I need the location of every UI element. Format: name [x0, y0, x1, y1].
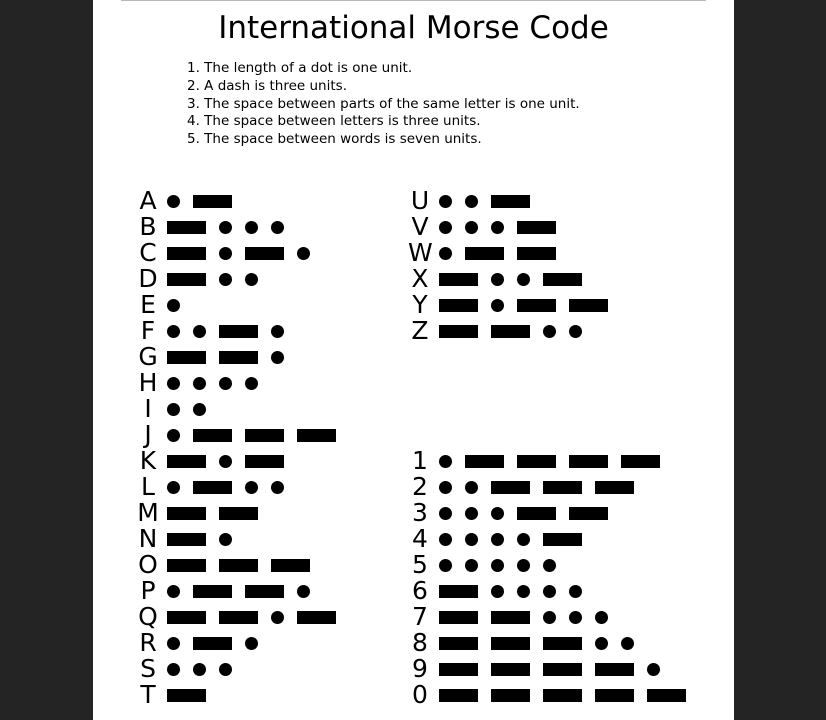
dot-mark [595, 611, 608, 624]
dot-mark [193, 663, 206, 676]
rule-item: 1. The length of a dot is one unit. [187, 60, 413, 76]
dot-mark [219, 377, 232, 390]
morse-character: I [144, 394, 152, 423]
morse-character: 9 [412, 654, 428, 683]
morse-character: N [138, 524, 158, 553]
dot-mark [439, 559, 452, 572]
dot-mark [491, 533, 504, 546]
morse-character: 7 [412, 602, 428, 631]
dash-mark [439, 299, 478, 312]
dash-mark [219, 507, 258, 520]
dot-mark [439, 455, 452, 468]
dot-mark [491, 585, 504, 598]
dash-mark [517, 507, 556, 520]
dash-mark [167, 559, 206, 572]
dot-mark [491, 299, 504, 312]
dot-mark [219, 273, 232, 286]
dot-mark [167, 325, 180, 338]
dot-mark [595, 637, 608, 650]
dot-mark [193, 403, 206, 416]
dot-mark [439, 195, 452, 208]
dot-mark [167, 377, 180, 390]
morse-character: M [137, 498, 159, 527]
morse-character: C [139, 238, 157, 267]
dash-mark [517, 299, 556, 312]
dot-mark [439, 221, 452, 234]
dot-mark [517, 533, 530, 546]
morse-character: V [411, 212, 429, 241]
dash-mark [543, 533, 582, 546]
dot-mark [167, 429, 180, 442]
dash-mark [491, 689, 530, 702]
dash-mark [491, 637, 530, 650]
dash-mark [491, 481, 530, 494]
dot-mark [245, 481, 258, 494]
dot-mark [439, 481, 452, 494]
dot-mark [219, 455, 232, 468]
dash-mark [193, 481, 232, 494]
dash-mark [465, 455, 504, 468]
dot-mark [245, 377, 258, 390]
morse-character: Z [411, 316, 429, 345]
dot-mark [543, 559, 556, 572]
dash-mark [167, 273, 206, 286]
morse-character: 3 [412, 498, 428, 527]
dash-mark [439, 325, 478, 338]
dash-mark [439, 637, 478, 650]
morse-character: 8 [412, 628, 428, 657]
dash-mark [465, 247, 504, 260]
dash-mark [167, 455, 206, 468]
dot-mark [647, 663, 660, 676]
dot-mark [167, 195, 180, 208]
morse-character: 4 [412, 524, 428, 553]
dash-mark [491, 663, 530, 676]
dash-mark [439, 663, 478, 676]
morse-character: 5 [412, 550, 428, 579]
morse-character: E [140, 290, 156, 319]
morse-character: 6 [412, 576, 428, 605]
rule-item: 3. The space between parts of the same letter is one unit. [187, 95, 580, 112]
dash-mark [439, 273, 478, 286]
morse-character: F [140, 316, 156, 345]
rule-item: 5. The space between words is seven units. [187, 131, 482, 148]
dash-mark [517, 247, 556, 260]
dash-mark [543, 481, 582, 494]
dash-mark [245, 455, 284, 468]
morse-character: Y [412, 290, 428, 319]
dot-mark [621, 637, 634, 650]
dot-mark [517, 559, 530, 572]
page-title: International Morse Code [218, 10, 609, 46]
rule-item: 4. The space between letters is three units. [187, 113, 481, 130]
dash-mark [167, 221, 206, 234]
dot-mark [219, 533, 232, 546]
dash-mark [569, 507, 608, 520]
dot-mark [465, 559, 478, 572]
dot-mark [167, 299, 180, 312]
dot-mark [569, 585, 582, 598]
morse-character: U [410, 186, 430, 215]
morse-character: 2 [412, 472, 428, 501]
dash-mark [439, 611, 478, 624]
dot-mark [465, 195, 478, 208]
dash-mark [193, 637, 232, 650]
dash-mark [193, 429, 232, 442]
dash-mark [193, 195, 232, 208]
dash-mark [219, 611, 258, 624]
dot-mark [167, 481, 180, 494]
dot-mark [439, 507, 452, 520]
dash-mark [595, 481, 634, 494]
dash-mark [219, 559, 258, 572]
dot-mark [167, 403, 180, 416]
dot-mark [245, 273, 258, 286]
dot-mark [543, 325, 556, 338]
dash-mark [167, 351, 206, 364]
dot-mark [167, 637, 180, 650]
dot-mark [271, 481, 284, 494]
morse-character: J [144, 420, 152, 449]
dash-mark [167, 247, 206, 260]
dot-mark [491, 273, 504, 286]
dash-mark [297, 611, 336, 624]
dash-mark [543, 663, 582, 676]
dot-mark [219, 663, 232, 676]
dot-mark [271, 221, 284, 234]
rules-list [187, 60, 580, 149]
dash-mark [517, 221, 556, 234]
morse-character: Q [138, 602, 158, 631]
morse-character: X [411, 264, 429, 293]
dash-mark [491, 195, 530, 208]
dot-mark [167, 663, 180, 676]
dot-mark [543, 585, 556, 598]
dash-mark [219, 325, 258, 338]
dash-mark [595, 689, 634, 702]
dash-mark [569, 455, 608, 468]
morse-character: A [139, 186, 157, 215]
dash-mark [219, 351, 258, 364]
dot-mark [439, 247, 452, 260]
morse-character: S [140, 654, 156, 683]
dot-mark [439, 533, 452, 546]
dash-mark [647, 689, 686, 702]
dash-mark [167, 689, 206, 702]
dot-mark [491, 507, 504, 520]
dot-mark [491, 221, 504, 234]
dot-mark [297, 247, 310, 260]
dot-mark [569, 611, 582, 624]
morse-character: R [139, 628, 157, 657]
morse-character: 1 [412, 446, 428, 475]
dot-mark [271, 611, 284, 624]
dot-mark [167, 585, 180, 598]
rule-item: 2. A dash is three units. [187, 77, 347, 94]
morse-character: D [138, 264, 158, 293]
dash-mark [569, 299, 608, 312]
morse-character: P [140, 576, 156, 605]
dash-mark [439, 585, 478, 598]
top-divider [121, 0, 706, 1]
dot-mark [465, 221, 478, 234]
dot-mark [465, 533, 478, 546]
dot-mark [245, 221, 258, 234]
dot-mark [193, 377, 206, 390]
dot-mark [271, 351, 284, 364]
dash-mark [245, 585, 284, 598]
dash-mark [491, 325, 530, 338]
dash-mark [193, 585, 232, 598]
morse-character: K [139, 446, 157, 475]
dot-mark [465, 481, 478, 494]
dot-mark [517, 585, 530, 598]
dot-mark [271, 325, 284, 338]
dot-mark [465, 507, 478, 520]
dash-mark [167, 611, 206, 624]
morse-character: 0 [412, 680, 428, 709]
dot-mark [491, 559, 504, 572]
morse-character: L [141, 472, 155, 501]
dot-mark [245, 637, 258, 650]
dash-mark [491, 611, 530, 624]
dash-mark [439, 689, 478, 702]
dash-mark [297, 429, 336, 442]
dash-mark [517, 455, 556, 468]
dash-mark [271, 559, 310, 572]
dot-mark [517, 273, 530, 286]
dash-mark [245, 247, 284, 260]
dot-mark [569, 325, 582, 338]
dash-mark [543, 273, 582, 286]
morse-character: B [139, 212, 157, 241]
dot-mark [543, 611, 556, 624]
morse-character: W [408, 238, 433, 267]
morse-character: O [138, 550, 158, 579]
dot-mark [297, 585, 310, 598]
dash-mark [621, 455, 660, 468]
morse-character: T [140, 680, 156, 709]
dot-mark [193, 325, 206, 338]
dash-mark [167, 533, 206, 546]
morse-character: H [138, 368, 158, 397]
dash-mark [543, 689, 582, 702]
dash-mark [543, 637, 582, 650]
dash-mark [167, 507, 206, 520]
morse-character: G [138, 342, 158, 371]
dot-mark [219, 221, 232, 234]
dot-mark [219, 247, 232, 260]
dash-mark [595, 663, 634, 676]
dash-mark [245, 429, 284, 442]
